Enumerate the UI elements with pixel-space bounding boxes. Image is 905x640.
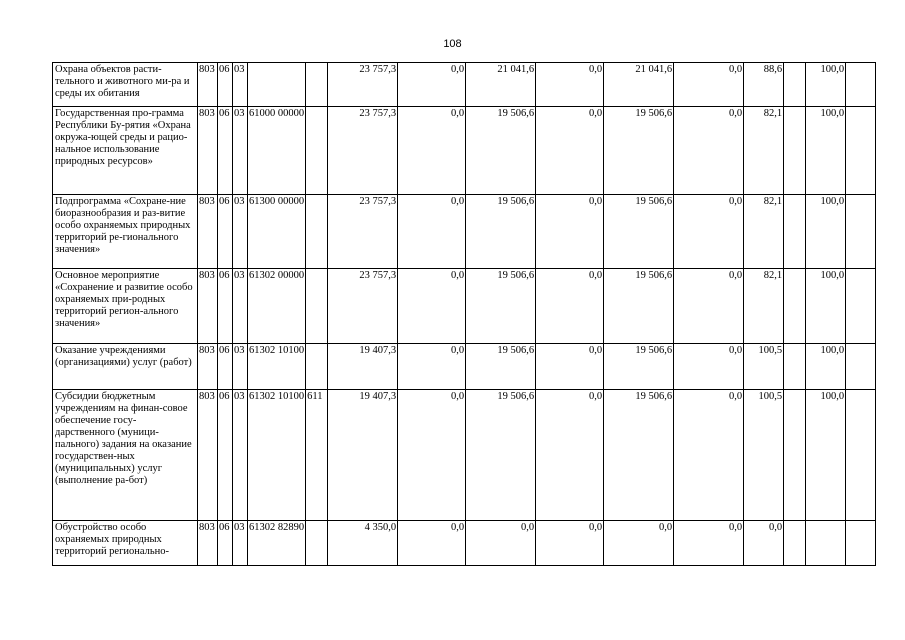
pr-code: 03 — [233, 521, 248, 566]
rz-code: 06 — [218, 107, 233, 195]
vr-code — [306, 107, 328, 195]
csr-code: 61302 00000 — [248, 269, 306, 344]
value-3: 19 506,6 — [466, 269, 536, 344]
value-8: 100,0 — [806, 390, 846, 521]
rz-code: 06 — [218, 195, 233, 269]
empty-cell — [846, 344, 876, 390]
csr-code: 61302 10100 — [248, 390, 306, 521]
table-row — [53, 390, 876, 521]
empty-cell — [784, 344, 806, 390]
value-7: 100,5 — [744, 344, 784, 390]
value-3: 19 506,6 — [466, 344, 536, 390]
row-name: Государственная про-грамма Республики Бу-рятия «Охрана окружа-ющей среды и рацио-нальное использование природных ресурсов» — [53, 107, 198, 195]
row-name: Субсидии бюджетным учреждениям на финан-совое обеспечение госу-дарственного (муници-пального) задания на оказание государствен-ных (муниципальных) услуг (выполнение ра-бот) — [53, 390, 198, 521]
table-row — [53, 195, 876, 269]
empty-cell — [846, 63, 876, 107]
value-2: 0,0 — [398, 63, 466, 107]
value-7: 0,0 — [744, 521, 784, 566]
value-8: 100,0 — [806, 269, 846, 344]
value-7: 82,1 — [744, 107, 784, 195]
value-4: 0,0 — [536, 195, 604, 269]
value-6: 0,0 — [674, 390, 744, 521]
value-7: 100,5 — [744, 390, 784, 521]
value-1: 23 757,3 — [328, 63, 398, 107]
empty-cell — [784, 107, 806, 195]
vr-code — [306, 195, 328, 269]
value-5: 19 506,6 — [604, 269, 674, 344]
value-4: 0,0 — [536, 107, 604, 195]
rz-code: 06 — [218, 63, 233, 107]
row-name: Оказание учреждениями (организациями) услуг (работ) — [53, 344, 198, 390]
value-6: 0,0 — [674, 344, 744, 390]
vr-code: 611 — [306, 390, 328, 521]
empty-cell — [784, 390, 806, 521]
value-4: 0,0 — [536, 344, 604, 390]
value-8 — [806, 521, 846, 566]
value-6: 0,0 — [674, 107, 744, 195]
value-1: 19 407,3 — [328, 390, 398, 521]
csr-code: 61302 10100 — [248, 344, 306, 390]
table-row — [53, 521, 876, 566]
value-5: 21 041,6 — [604, 63, 674, 107]
value-1: 19 407,3 — [328, 344, 398, 390]
budget-table — [52, 62, 876, 566]
empty-cell — [846, 195, 876, 269]
value-4: 0,0 — [536, 269, 604, 344]
value-6: 0,0 — [674, 63, 744, 107]
vr-code — [306, 63, 328, 107]
value-5: 19 506,6 — [604, 390, 674, 521]
vr-code — [306, 344, 328, 390]
pr-code: 03 — [233, 344, 248, 390]
value-6: 0,0 — [674, 195, 744, 269]
vr-code — [306, 521, 328, 566]
ved-code: 803 — [198, 63, 218, 107]
vr-code — [306, 269, 328, 344]
row-name: Охрана объектов расти-тельного и животного ми-ра и среды их обитания — [53, 63, 198, 107]
value-2: 0,0 — [398, 269, 466, 344]
value-4: 0,0 — [536, 521, 604, 566]
value-4: 0,0 — [536, 63, 604, 107]
value-3: 0,0 — [466, 521, 536, 566]
table-row — [53, 63, 876, 107]
pr-code: 03 — [233, 390, 248, 521]
value-7: 82,1 — [744, 269, 784, 344]
value-6: 0,0 — [674, 269, 744, 344]
value-5: 0,0 — [604, 521, 674, 566]
csr-code: 61300 00000 — [248, 195, 306, 269]
value-8: 100,0 — [806, 195, 846, 269]
empty-cell — [784, 521, 806, 566]
value-1: 23 757,3 — [328, 269, 398, 344]
empty-cell — [784, 269, 806, 344]
value-3: 19 506,6 — [466, 390, 536, 521]
value-2: 0,0 — [398, 107, 466, 195]
empty-cell — [846, 269, 876, 344]
value-2: 0,0 — [398, 390, 466, 521]
pr-code: 03 — [233, 63, 248, 107]
empty-cell — [846, 521, 876, 566]
rz-code: 06 — [218, 269, 233, 344]
row-name: Обустройство особо охраняемых природных территорий регионально- — [53, 521, 198, 566]
csr-code: 61302 82890 — [248, 521, 306, 566]
pr-code: 03 — [233, 195, 248, 269]
row-name: Подпрограмма «Сохране-ние биоразнообразия и раз-витие особо охраняемых природных территорий ре-гионального значения» — [53, 195, 198, 269]
empty-cell — [784, 63, 806, 107]
value-7: 88,6 — [744, 63, 784, 107]
csr-code — [248, 63, 306, 107]
pr-code: 03 — [233, 269, 248, 344]
pr-code: 03 — [233, 107, 248, 195]
value-2: 0,0 — [398, 344, 466, 390]
value-1: 4 350,0 — [328, 521, 398, 566]
value-8: 100,0 — [806, 107, 846, 195]
value-7: 82,1 — [744, 195, 784, 269]
rz-code: 06 — [218, 521, 233, 566]
ved-code: 803 — [198, 390, 218, 521]
value-1: 23 757,3 — [328, 195, 398, 269]
value-8: 100,0 — [806, 344, 846, 390]
value-3: 21 041,6 — [466, 63, 536, 107]
page-number: 108 — [443, 38, 462, 50]
rz-code: 06 — [218, 344, 233, 390]
value-5: 19 506,6 — [604, 107, 674, 195]
value-1: 23 757,3 — [328, 107, 398, 195]
csr-code: 61000 00000 — [248, 107, 306, 195]
empty-cell — [784, 195, 806, 269]
row-name: Основное мероприятие «Сохранение и развитие особо охраняемых при-родных территорий регион-ального значения» — [53, 269, 198, 344]
ved-code: 803 — [198, 107, 218, 195]
ved-code: 803 — [198, 521, 218, 566]
table-row — [53, 344, 876, 390]
table-row — [53, 269, 876, 344]
value-3: 19 506,6 — [466, 107, 536, 195]
value-5: 19 506,6 — [604, 195, 674, 269]
value-4: 0,0 — [536, 390, 604, 521]
empty-cell — [846, 107, 876, 195]
value-3: 19 506,6 — [466, 195, 536, 269]
value-5: 19 506,6 — [604, 344, 674, 390]
value-8: 100,0 — [806, 63, 846, 107]
rz-code: 06 — [218, 390, 233, 521]
ved-code: 803 — [198, 344, 218, 390]
value-2: 0,0 — [398, 521, 466, 566]
empty-cell — [846, 390, 876, 521]
ved-code: 803 — [198, 269, 218, 344]
value-2: 0,0 — [398, 195, 466, 269]
value-6: 0,0 — [674, 521, 744, 566]
table-row — [53, 107, 876, 195]
ved-code: 803 — [198, 195, 218, 269]
